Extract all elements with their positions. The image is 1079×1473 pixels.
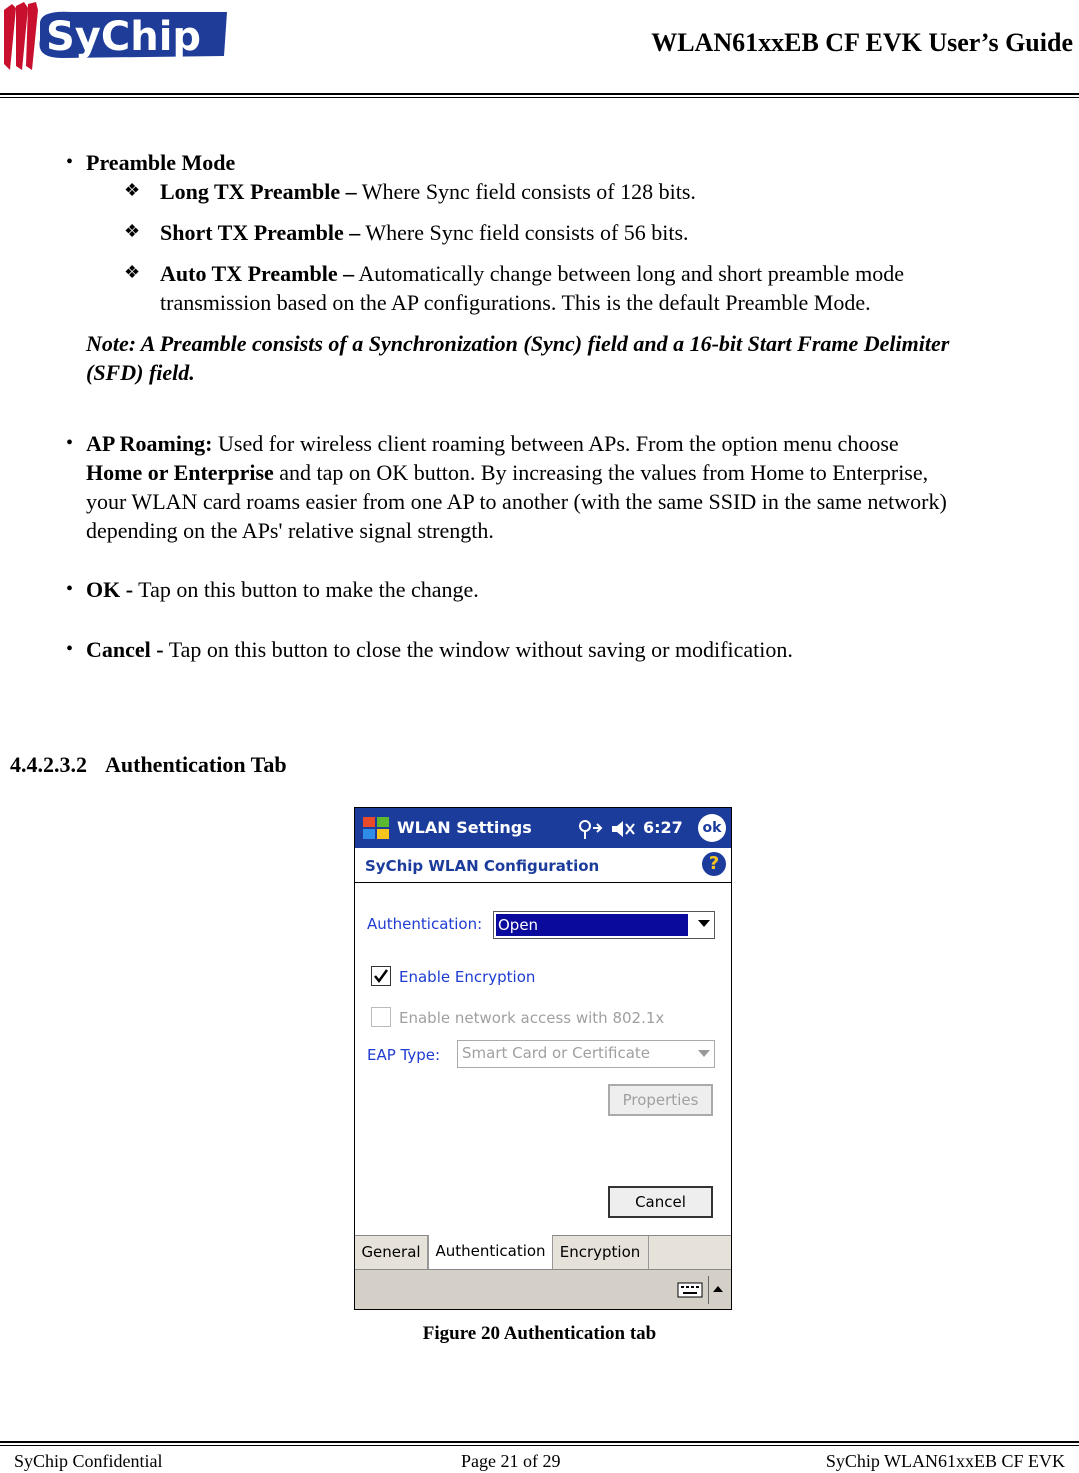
cancel-button[interactable]: Cancel [608,1186,713,1218]
ap-roaming-line1: AP Roaming: Used for wireless client roaming between APs. From the option menu choose [86,431,899,456]
subtitle: SyChip WLAN Configuration [365,857,600,875]
enable-8021x-label: Enable network access with 802.1x [399,1009,665,1027]
keyboard-icon[interactable] [677,1280,703,1300]
diamond-bullet-icon: ❖ [124,221,141,241]
tab-general[interactable]: General [355,1236,428,1269]
preamble-note-cont: (SFD) field. [86,360,195,385]
footer-rule-thin [0,1445,1079,1446]
ap-roaming-line4: depending on the APs' relative signal strength. [86,518,494,543]
tab-encryption[interactable]: Encryption [552,1236,649,1269]
cancel-item: Cancel - Tap on this button to close the window without saving or modification. [86,637,793,662]
volume-icon[interactable] [610,818,636,840]
ap-roaming-line2: Home or Enterprise and tap on OK button. By increasing the values from Home to Enterprise, [86,460,929,485]
footer-page-number: Page 21 of 29 [461,1451,561,1471]
windows-start-icon[interactable] [361,814,391,842]
connectivity-icon[interactable] [577,818,603,840]
header-rule [0,93,1079,95]
section-heading: 4.4.2.3.2 Authentication Tab [10,752,287,777]
authentication-select[interactable] [493,911,715,939]
subtitle-bar [355,848,731,883]
app-title: WLAN Settings [397,818,532,837]
auto-preamble-item-cont: transmission based on the AP configurations. This is the default Preamble Mode. [160,290,871,315]
diamond-bullet-icon: ❖ [124,262,141,282]
tab-strip [355,1235,731,1269]
authentication-tab-screenshot [354,807,732,1310]
title-bar [355,808,731,848]
header-rule-thin [0,97,1079,98]
eap-type-label: EAP Type: [367,1046,441,1064]
footer-left: SyChip Confidential [14,1451,163,1471]
authentication-label: Authentication: [367,915,483,933]
bullet-dot: • [66,151,74,173]
preamble-note: Note: A Preamble consists of a Synchronization (Sync) field and a 16-bit Start Frame Delimiter [86,331,950,356]
enable-encryption-label: Enable Encryption [399,968,536,986]
enable-8021x-checkbox[interactable] [371,1007,391,1027]
ok-item: OK - Tap on this button to make the change. [86,577,479,602]
sychip-logo [2,0,232,72]
bullet-dot: • [66,638,74,660]
checkmark-icon [372,967,390,985]
auto-preamble-item: Auto TX Preamble – Automatically change between long and short preamble mode [160,261,904,286]
diamond-bullet-icon: ❖ [124,180,141,200]
ok-button[interactable]: ok [698,814,726,842]
bullet-dot: • [66,578,74,600]
svg-text:SyChip: SyChip [46,14,202,60]
document-title: WLAN61xxEB CF EVK User’s Guide [651,28,1073,57]
long-preamble-item: Long TX Preamble – Where Sync field consists of 128 bits. [160,179,696,204]
menu-bar [355,1269,731,1310]
footer-rule [0,1441,1079,1443]
help-icon[interactable]: ? [702,852,726,876]
menu-divider [708,1276,709,1304]
preamble-heading: Preamble Mode [86,150,236,175]
chevron-down-icon [698,1050,710,1057]
short-preamble-item: Short TX Preamble – Where Sync field consists of 56 bits. [160,220,689,245]
chevron-up-icon[interactable] [713,1286,723,1292]
chevron-down-icon [698,920,710,927]
figure-caption: Figure 20 Authentication tab [422,1323,657,1344]
properties-button[interactable]: Properties [608,1084,713,1116]
eap-type-value: Smart Card or Certificate [462,1044,651,1062]
authentication-value: Open [496,914,688,936]
tab-authentication[interactable]: Authentication [428,1235,553,1269]
footer-right: SyChip WLAN61xxEB CF EVK [825,1451,1065,1471]
enable-encryption-checkbox[interactable] [371,966,391,986]
clock[interactable]: 6:27 [643,818,683,837]
bullet-dot: • [66,432,74,454]
ap-roaming-line3: your WLAN card roams easier from one AP to another (with the same SSID in the same network) [86,489,947,514]
eap-type-select[interactable] [457,1040,715,1068]
